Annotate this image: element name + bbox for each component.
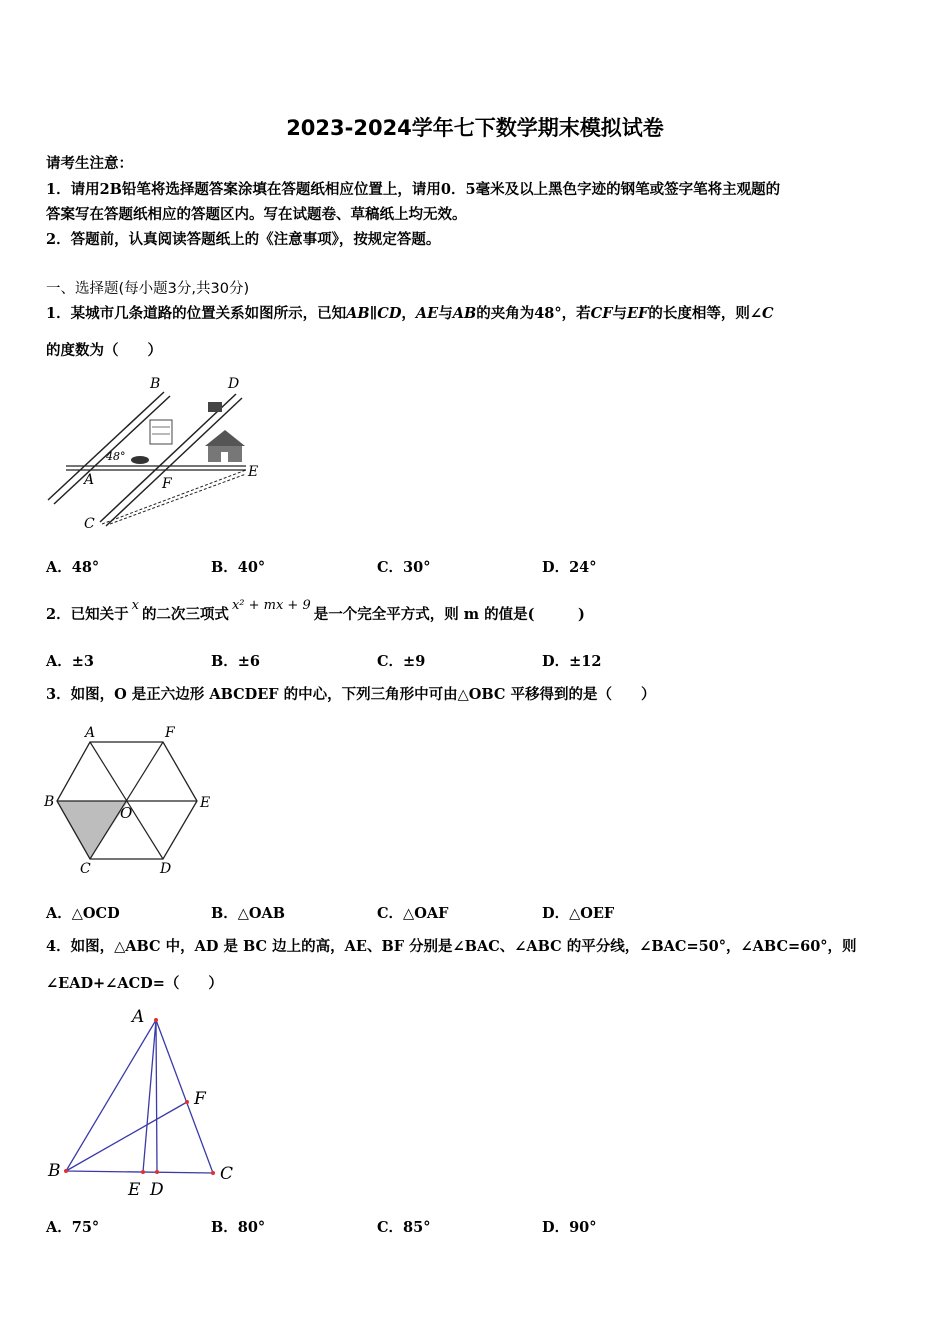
- notice-line-1: 1．请用2B铅笔将选择题答案涂填在答题纸相应位置上，请用0．5毫米及以上黑色字迹的钢笔或签字笔将主观题的: [46, 181, 781, 198]
- label-b: B: [150, 376, 161, 392]
- question-1-text: 1．某城市几条道路的位置关系如图所示，已知AB∥CD，AE与AB的夹角为48°，若CF与EF的长度相等，则∠C: [46, 305, 774, 322]
- question-4-text-line-2: ∠EAD+∠ACD=（ ）: [46, 975, 223, 992]
- label-b: B: [48, 1161, 61, 1181]
- question-2-option-c[interactable]: C．±9: [377, 653, 426, 670]
- polynomial-expression: x² + mx + 9: [231, 598, 311, 613]
- question-2-option-b[interactable]: B．±6: [211, 653, 260, 670]
- label-f: F: [165, 725, 175, 741]
- label-b: B: [44, 794, 55, 810]
- label-d: D: [228, 376, 240, 392]
- question-3-text: 3．如图，O 是正六边形 ABCDEF 的中心，下列三角形中可由△OBC 平移得到的是（ ）: [46, 686, 656, 703]
- question-1-option-b[interactable]: B．40°: [211, 559, 266, 576]
- question-2-option-d[interactable]: D．±12: [542, 653, 602, 670]
- question-3-option-b[interactable]: B．△OAB: [211, 905, 286, 922]
- notice-heading: 请考生注意：: [46, 155, 133, 172]
- label-a: A: [84, 472, 95, 488]
- question-3-option-c[interactable]: C．△OAF: [377, 905, 449, 922]
- question-1-option-a[interactable]: A．48°: [46, 559, 100, 576]
- label-d: D: [160, 861, 172, 877]
- notice-line-2: 2．答题前，认真阅读答题纸上的《注意事项》，按规定答题。: [46, 231, 441, 248]
- question-4-option-a[interactable]: A．75°: [46, 1219, 100, 1236]
- label-a: A: [132, 1007, 145, 1027]
- label-e: E: [200, 795, 211, 811]
- label-c: C: [220, 1164, 234, 1184]
- notice-line-1-continued: 答案写在答题纸相应的答题区内。写在试题卷、草稿纸上均无效。: [46, 206, 467, 223]
- variable-x: x: [131, 598, 139, 613]
- question-3-option-d[interactable]: D．△OEF: [542, 905, 615, 922]
- label-e: E: [248, 464, 259, 480]
- label-f: F: [194, 1089, 206, 1109]
- question-4-option-b[interactable]: B．80°: [211, 1219, 266, 1236]
- question-4-option-d[interactable]: D．90°: [542, 1219, 597, 1236]
- question-4-text: 4．如图，△ABC 中，AD 是 BC 边上的高，AE、BF 分别是∠BAC、∠ABC 的平分线，∠BAC=50°，∠ABC=60°，则: [46, 938, 857, 955]
- question-2-option-a[interactable]: A．±3: [46, 653, 94, 670]
- label-a: A: [85, 725, 96, 741]
- question-4-triangle-figure: [40, 1000, 260, 1205]
- label-e: E: [128, 1180, 141, 1200]
- question-1-road-figure: [40, 372, 280, 537]
- question-1-option-c[interactable]: C．30°: [377, 559, 431, 576]
- section-heading: 一、选择题(每小题3分,共30分): [46, 281, 250, 297]
- label-d: D: [150, 1180, 164, 1200]
- question-4-option-c[interactable]: C．85°: [377, 1219, 431, 1236]
- question-1-option-d[interactable]: D．24°: [542, 559, 597, 576]
- question-3-option-a[interactable]: A．△OCD: [46, 905, 120, 922]
- question-3-hexagon-figure: [40, 720, 220, 880]
- label-c: C: [84, 516, 95, 532]
- label-angle: 48°: [106, 450, 126, 463]
- question-1-text-line-2: 的度数为（ ）: [46, 342, 162, 359]
- page-title: 2023-2024学年七下数学期末模拟试卷: [286, 116, 664, 140]
- label-f: F: [162, 476, 172, 492]
- label-o: O: [120, 804, 133, 822]
- label-c: C: [80, 861, 91, 877]
- question-2-text: 2．已知关于x的二次三项式x² + mx + 9是一个完全平方式，则 m 的值是( ): [46, 598, 585, 623]
